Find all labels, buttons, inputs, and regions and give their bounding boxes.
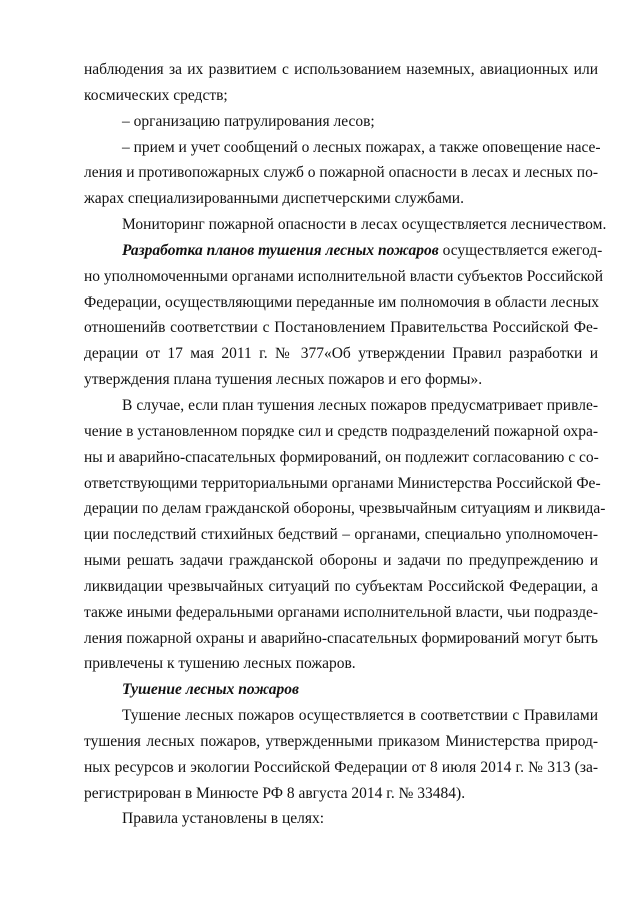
text-line (84, 600, 598, 626)
text-line (84, 522, 598, 548)
line-text: привлечены к тушению лесных пожаров. (84, 655, 356, 673)
text-line (84, 548, 598, 574)
line-text: также иными федеральными органами исполнительной власти, чьи подразде- (84, 603, 598, 621)
line-text: тушения лесных пожаров, утвержденными приказом Министерства природ- (84, 732, 598, 750)
line-text: ными решать задачи гражданской обороны и задачи по предупреждению и (84, 552, 598, 570)
document-body (84, 57, 607, 832)
text-line (84, 445, 598, 471)
line-text: ления пожарной охраны и аварийно-спасательных формирований могут быть (84, 629, 598, 647)
text-line (84, 781, 598, 807)
line-text: Федерации, осуществляющими переданные им полномочия в области лесных (84, 293, 600, 311)
text-line (84, 109, 598, 135)
line-text: отношенийв соответствии с Постановлением Правительства Российской Фе- (84, 319, 598, 337)
line-text: – организацию патрулирования лесов; (122, 112, 375, 130)
line-text: ны и аварийно-спасательных формирований, он подлежит согласованию с со- (84, 448, 599, 466)
line-text: но уполномоченными органами исполнительной власти субъектов Российской (84, 267, 604, 285)
text-line (84, 212, 607, 238)
line-text: ответствующими территориальными органами Министерства Российской Фе- (84, 474, 601, 492)
line-text: ления и противопожарных служб о пожарной опасности в лесах и лесных по- (84, 164, 599, 182)
line-text: регистрирован в Минюсте РФ 8 августа 2014 г. № 33484). (84, 784, 466, 802)
line-text: – прием и учет сообщений о лесных пожарах, а также оповещение насе- (122, 138, 601, 156)
text-line (84, 729, 598, 755)
text-line (84, 238, 603, 264)
line-text: Тушение лесных пожаров осуществляется в соответствии с Правилами (122, 707, 598, 725)
text-line (84, 393, 598, 419)
text-line (84, 626, 598, 652)
text-line (84, 574, 598, 600)
text-line (84, 471, 601, 497)
line-text: дерации по делам гражданской обороны, чрезвычайным ситуациям и ликвида- (84, 500, 606, 518)
text-line (84, 57, 598, 83)
line-text: дерации от 17 мая 2011 г. № 377«Об утверждении Правил разработки и (84, 345, 598, 363)
section-heading: Тушение лесных пожаров (122, 681, 299, 699)
line-text: жарах специализированными диспетчерскими службами. (84, 190, 464, 208)
line-text: Мониторинг пожарной опасности в лесах осуществляется лесничеством. (122, 216, 607, 234)
text-line (84, 186, 598, 212)
text-line (84, 341, 598, 367)
text-line (84, 290, 598, 316)
text-line (84, 315, 598, 341)
line-text: осуществляется ежегод- (438, 241, 603, 259)
text-line (84, 755, 598, 781)
line-text: ции последствий стихийных бедствий – органами, специально уполномочен- (84, 526, 598, 544)
line-text: чение в установленном порядке сил и средств подразделений пожарной охра- (84, 422, 598, 440)
text-line (84, 367, 598, 393)
text-line (84, 703, 598, 729)
text-line (84, 806, 598, 832)
text-line (84, 83, 598, 109)
line-text: ликвидации чрезвычайных ситуаций по субъектам Российской Федерации, а (84, 577, 598, 595)
line-text: утверждения плана тушения лесных пожаров и его формы». (84, 371, 483, 389)
text-line (84, 496, 606, 522)
line-text: космических средств; (84, 86, 228, 104)
text-line (84, 419, 598, 445)
line-text: ных ресурсов и экологии Российской Федерации от 8 июля 2014 г. № 313 (за- (84, 758, 598, 776)
text-line (84, 651, 598, 677)
line-text: наблюдения за их развитием с использованием наземных, авиационных или (84, 61, 598, 78)
line-text: В случае, если план тушения лесных пожаров предусматривает привле- (122, 396, 598, 414)
section-heading: Разработка планов тушения лесных пожаров (122, 241, 439, 259)
line-text: Правила установлены в целях: (122, 810, 325, 828)
text-line (84, 135, 601, 161)
text-line (84, 677, 598, 703)
text-line (84, 160, 598, 186)
text-line (84, 264, 604, 290)
